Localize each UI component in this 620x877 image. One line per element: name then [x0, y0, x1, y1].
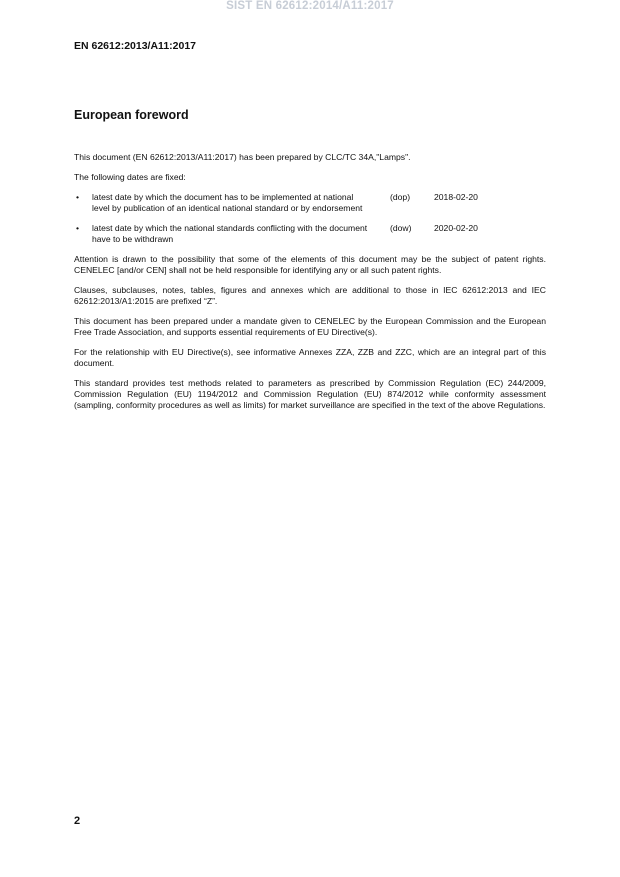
date-value: 2018-02-20: [434, 192, 478, 202]
bullet-icon: •: [76, 192, 80, 202]
clauses-paragraph: Clauses, subclauses, notes, tables, figures and annexes which are additional to those in IEC 62612:2013 and IEC 62612:2013/A1:2015 are prefixed “Z”.: [74, 285, 546, 306]
standard-paragraph: This standard provides test methods related to parameters as prescribed by Commission Regulation (EC) 244/2009, Commission Regulation (EU) 1194/2012 and Commission Regulation (EU) 874/2012 while conformity assessment (sampling, conformity procedures as well as limits) for market surveillance are specified in the text of the above Regulations.: [74, 378, 546, 410]
relationship-paragraph: For the relationship with EU Directive(s), see informative Annexes ZZA, ZZB and ZZC, which are an integral part of this document.: [74, 347, 546, 368]
date-item-dop: [74, 192, 546, 214]
dates-intro-paragraph: The following dates are fixed:: [74, 172, 186, 182]
bullet-icon: •: [76, 223, 80, 233]
patents-paragraph: Attention is drawn to the possibility that some of the elements of this document may be the subject of patent rights. CENELEC [and/or CEN] shall not be held responsible for identifying any or all such patent rights.: [74, 254, 546, 275]
foreword-body: [74, 152, 546, 420]
section-heading: European foreword: [74, 108, 189, 122]
date-description: latest date by which the document has to be implemented at national level by publication of an identical national standard or by endorsement: [92, 192, 363, 213]
page-number: 2: [74, 815, 81, 827]
date-code: (dop): [390, 192, 411, 202]
document-id: EN 62612:2013/A11:2017: [74, 40, 197, 52]
date-item-dow: [74, 223, 546, 245]
date-code: (dow): [390, 223, 412, 233]
dates-list: [74, 192, 546, 245]
intro-paragraph: This document (EN 62612:2013/A11:2017) has been prepared by CLC/TC 34A,"Lamps".: [74, 152, 411, 162]
date-value: 2020-02-20: [434, 223, 478, 233]
mandate-paragraph: This document has been prepared under a mandate given to CENELEC by the European Commission and the European Free Trade Association, and supports essential requirements of EU Directive(s).: [74, 316, 546, 337]
watermark: SIST EN 62612:2014/A11:2017: [226, 0, 394, 12]
date-description: latest date by which the national standards conflicting with the document have to be withdrawn: [92, 223, 368, 244]
